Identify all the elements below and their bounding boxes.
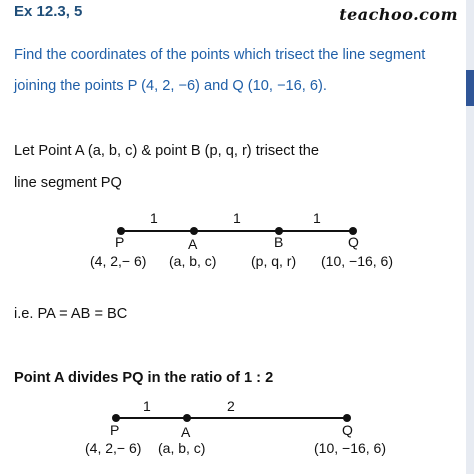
coords-p: (4, 2,− 6) [90, 253, 147, 269]
equality-statement: i.e. PA = AB = BC [14, 306, 128, 322]
point-p-dot-2 [112, 414, 120, 422]
point-a-dot [190, 227, 198, 235]
teachoo-logo: teachoo.com [339, 5, 458, 24]
diagram-2 [85, 398, 386, 456]
diagram-1 [90, 210, 393, 269]
point-label-b: B [274, 234, 284, 250]
point-label-p: P [115, 234, 125, 250]
question-line-1: Find the coordinates of the points which trisect the line segment [14, 47, 426, 63]
point-label-q-2: Q [342, 422, 353, 438]
point-label-a-2: A [181, 424, 191, 440]
segment-label-pa: 1 [150, 210, 158, 226]
coords-b: (p, q, r) [251, 253, 297, 269]
point-label-a: A [188, 236, 198, 252]
question-line-2: joining the points P (4, 2, −6) and Q (10, −16, 6). [14, 78, 327, 94]
point-a-dot-2 [183, 414, 191, 422]
coords-p-2: (4, 2,− 6) [85, 440, 142, 456]
segment-label-pa-2: 1 [143, 398, 151, 414]
exercise-title: Ex 12.3, 5 [14, 3, 83, 20]
point-label-p-2: P [110, 422, 120, 438]
segment-label-bq: 1 [313, 210, 321, 226]
point-label-q: Q [348, 234, 359, 250]
coords-a-2: (a, b, c) [158, 440, 206, 456]
segment-label-ab: 1 [233, 210, 241, 226]
segment-label-aq-2: 2 [227, 398, 235, 414]
solution-intro-line-1: Let Point A (a, b, c) & point B (p, q, r) trisect the [14, 143, 319, 159]
coords-q: (10, −16, 6) [321, 253, 393, 269]
ratio-heading: Point A divides PQ in the ratio of 1 : 2 [14, 370, 274, 386]
coords-a: (a, b, c) [169, 253, 217, 269]
solution-intro-line-2: line segment PQ [14, 175, 122, 191]
coords-q-2: (10, −16, 6) [314, 440, 386, 456]
point-q-dot-2 [343, 414, 351, 422]
